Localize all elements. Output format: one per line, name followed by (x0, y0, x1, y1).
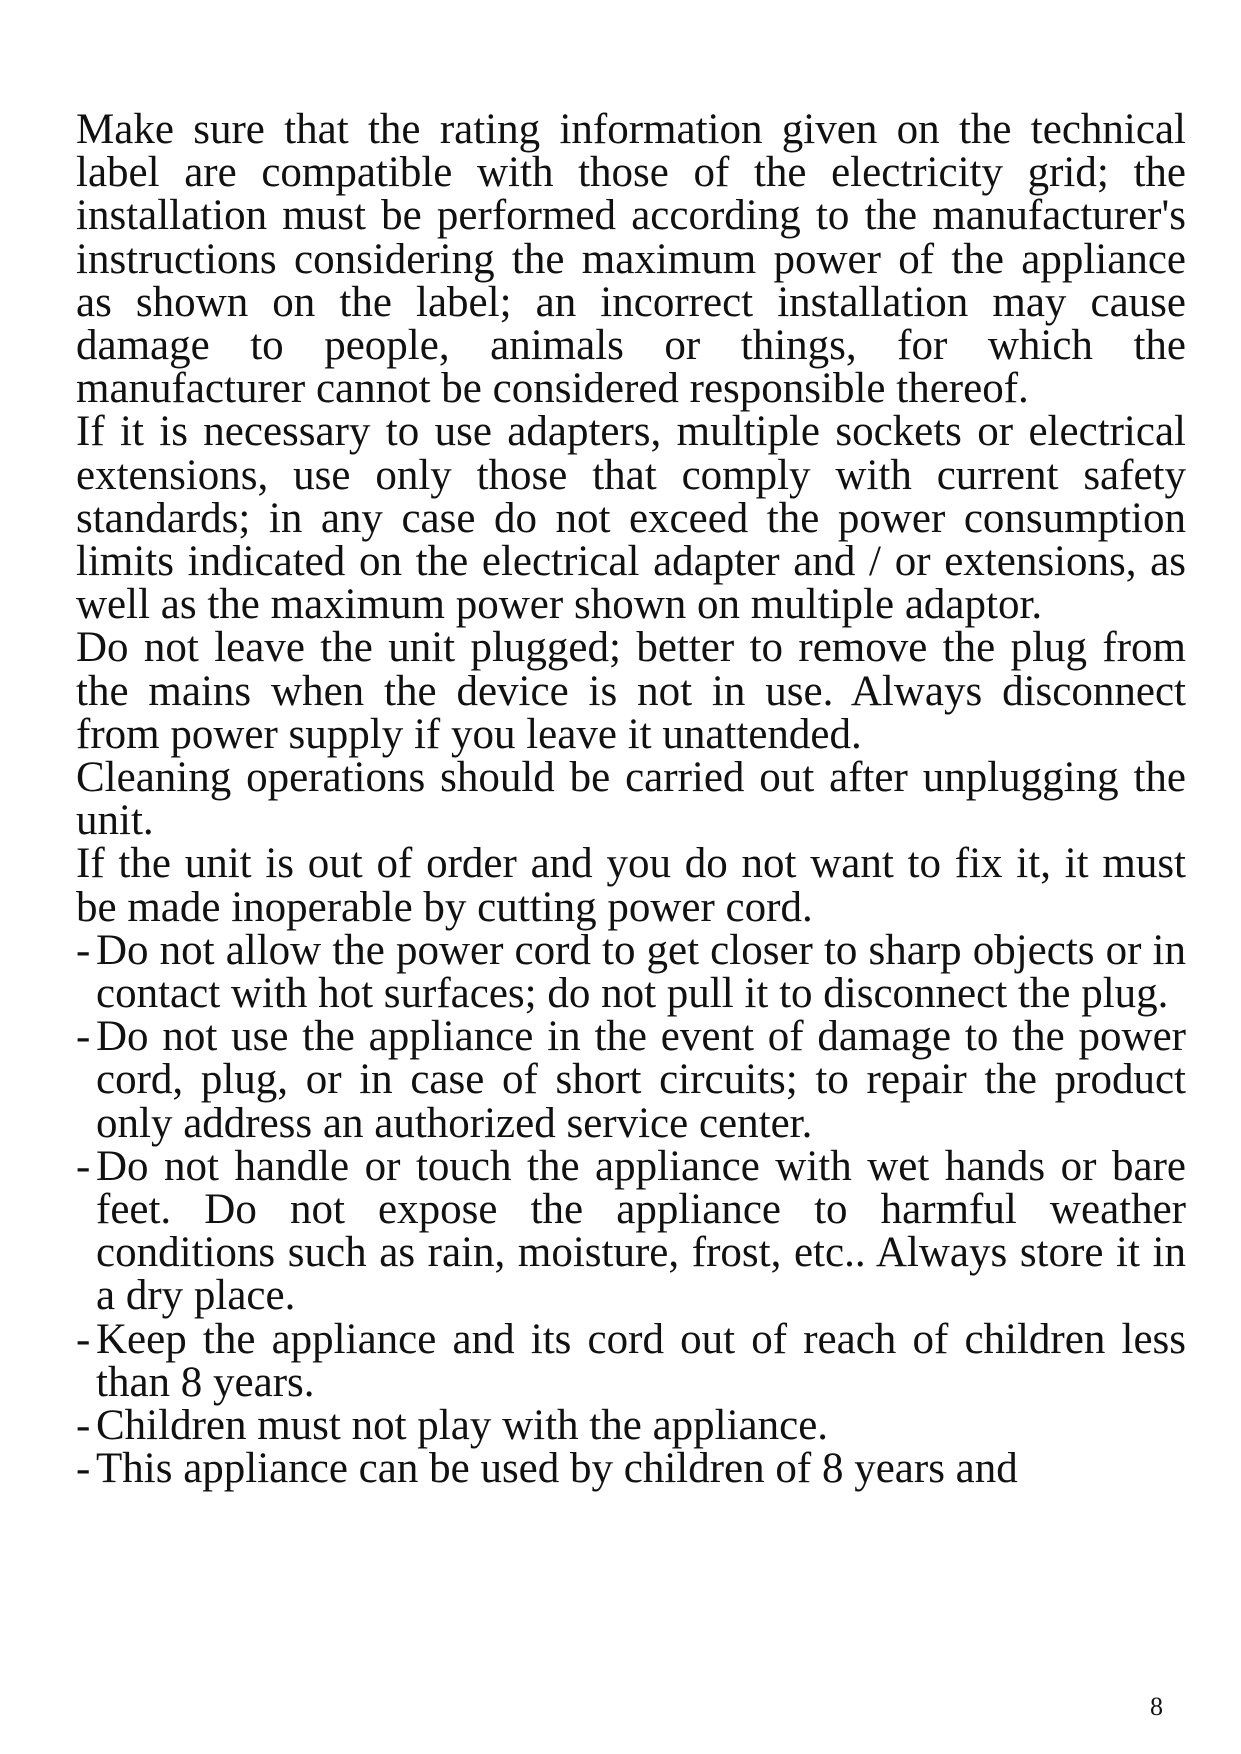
list-item-text: Do not allow the power cord to get closer to sharp objects or in contact with hot surfaces; do not pull it to disconnect the plug. (96, 926, 1186, 1018)
list-marker: - (76, 1142, 91, 1190)
list-item (76, 926, 1186, 1018)
list-item (76, 1015, 1186, 1145)
list-item-text: Children must not play with the appliance. (96, 1402, 829, 1450)
list-marker: - (76, 1402, 91, 1450)
list-marker: - (76, 1315, 91, 1363)
list-marker: - (76, 1013, 91, 1061)
paragraph-adapters: If it is necessary to use adapters, multiple sockets or electrical extensions, use only those that comply with current safety standards; in any case do not exceed the power consumption limits indicated on the electrical adapter and / or extensions, as well as the maximum power shown on multiple adaptor. (76, 408, 1186, 629)
paragraph-out-of-order: If the unit is out of order and you do not want to fix it, it must be made inoperable by cutting power cord. (76, 840, 1186, 931)
list-item-text: Keep the appliance and its cord out of reach of children less than 8 years. (96, 1315, 1186, 1406)
list-marker: - (76, 1445, 91, 1493)
page-number: 8 (1150, 1692, 1163, 1721)
list-item (76, 1402, 1186, 1450)
list-item (76, 1445, 1186, 1493)
list-item-text: Do not handle or touch the appliance with wet hands or bare feet. Do not expose the appliance to harmful weather conditions such as rain, moisture, frost, etc.. Always store it in a dry place. (96, 1142, 1186, 1320)
paragraph-unplug: Do not leave the unit plugged; better to remove the plug from the mains when the device is not in use. Always disconnect from power supply if you leave it unattended. (76, 624, 1186, 758)
paragraph-rating-info: Make sure that the rating information given on the technical label are compatible with those of the electricity grid; the installation must be performed according to the manufacturer's instructions considering the maximum power of the appliance as shown on the label; an incorrect installation may cause damage to people, animals or things, for which the manufacturer cannot be considered responsible thereof. (76, 106, 1186, 413)
list-item-text: This appliance can be used by children of 8 years and (96, 1445, 1018, 1493)
list-item (76, 1142, 1186, 1320)
list-marker: - (76, 926, 91, 974)
page-body (76, 108, 1186, 1491)
list-item (76, 1315, 1186, 1406)
safety-list (76, 926, 1186, 1493)
paragraph-cleaning: Cleaning operations should be carried out after unplugging the unit. (76, 754, 1186, 845)
list-item-text: Do not use the appliance in the event of damage to the power cord, plug, or in case of short circuits; to repair the product only address an authorized service center. (96, 1013, 1186, 1147)
